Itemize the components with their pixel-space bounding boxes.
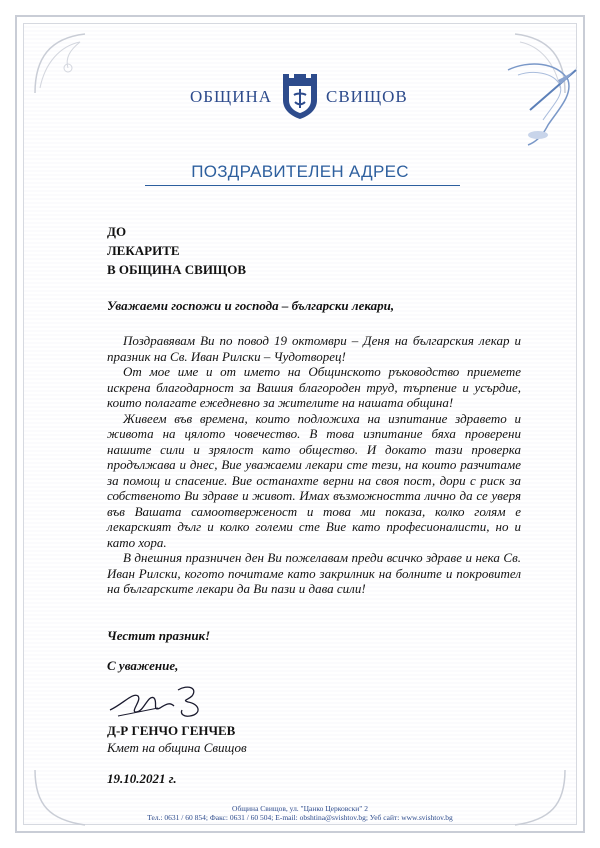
town-crest-icon: [279, 72, 321, 120]
greeting: Честит празник!: [107, 628, 211, 643]
letter-body: [107, 333, 521, 597]
addressee-block: [107, 222, 246, 279]
signer-name: Д-Р ГЕНЧО ГЕНЧЕВ: [107, 723, 236, 738]
addressee-line: В ОБЩИНА СВИЩОВ: [107, 262, 246, 277]
handwritten-signature: [108, 682, 228, 722]
addressee-line: ЛЕКАРИТЕ: [107, 243, 180, 258]
body-paragraph: Живеем във времена, които подложиха на изпитание здравето и живота на цялото човечество. В това изпитание бяха проверени нашите сили и зрялост като общество. И докато тази проверка продължава и днес, Вие уважаеми лекари сте тези, на които разчитаме за помощ и спасение. Вие останахте верни на своя пост, дори с риск за собственото Ви здраве и живот. Имах възможността лично да се уверя във Вашата самоотверженост и това ми показа, колко голям е лекарският дълг и колко големи сте Вие като професионалисти, но и като хора.: [107, 410, 521, 550]
salutation: Уважаеми госпожи и господа – български лекари,: [107, 298, 395, 313]
signer-title: Кмет на община Свищов: [107, 740, 247, 755]
org-name-left: ОБЩИНА: [190, 87, 273, 106]
body-paragraph: Поздравявам Ви по повод 19 октомври – Деня на българския лекар и празник на Св. Иван Рилски – Чудотворец!: [107, 333, 521, 364]
heading-underline: [145, 185, 460, 186]
letterhead: [0, 72, 600, 122]
document-heading: ПОЗДРАВИТЕЛЕН АДРЕС: [191, 162, 409, 181]
closing: С уважение,: [107, 658, 179, 673]
body-paragraph: В днешния празничен ден Ви пожелавам преди всичко здраве и нека Св. Иван Рилски, когото почитаме като закрилник на болните и покровител на българските лекари да Ви пази и дава сили!: [107, 550, 521, 596]
body-paragraph: От мое име и от името на Общинското ръководство приемете искрена благодарност за Вашия благороден труд, търпение и усърдие, които полагате ежедневно за жителите на нашата община!: [107, 364, 521, 410]
footer-address: Община Свищов, ул. "Цанко Церковски" 2: [232, 804, 368, 813]
footer-contacts: Тел.: 0631 / 60 854; Факс: 0631 / 60 504; E-mail: obshtina@svishtov.bg; Уеб сайт: www.svishtov.bg: [147, 813, 453, 822]
document-date: 19.10.2021 г.: [107, 771, 177, 786]
org-name-right: СВИЩОВ: [326, 87, 408, 106]
addressee-line: ДО: [107, 224, 127, 239]
